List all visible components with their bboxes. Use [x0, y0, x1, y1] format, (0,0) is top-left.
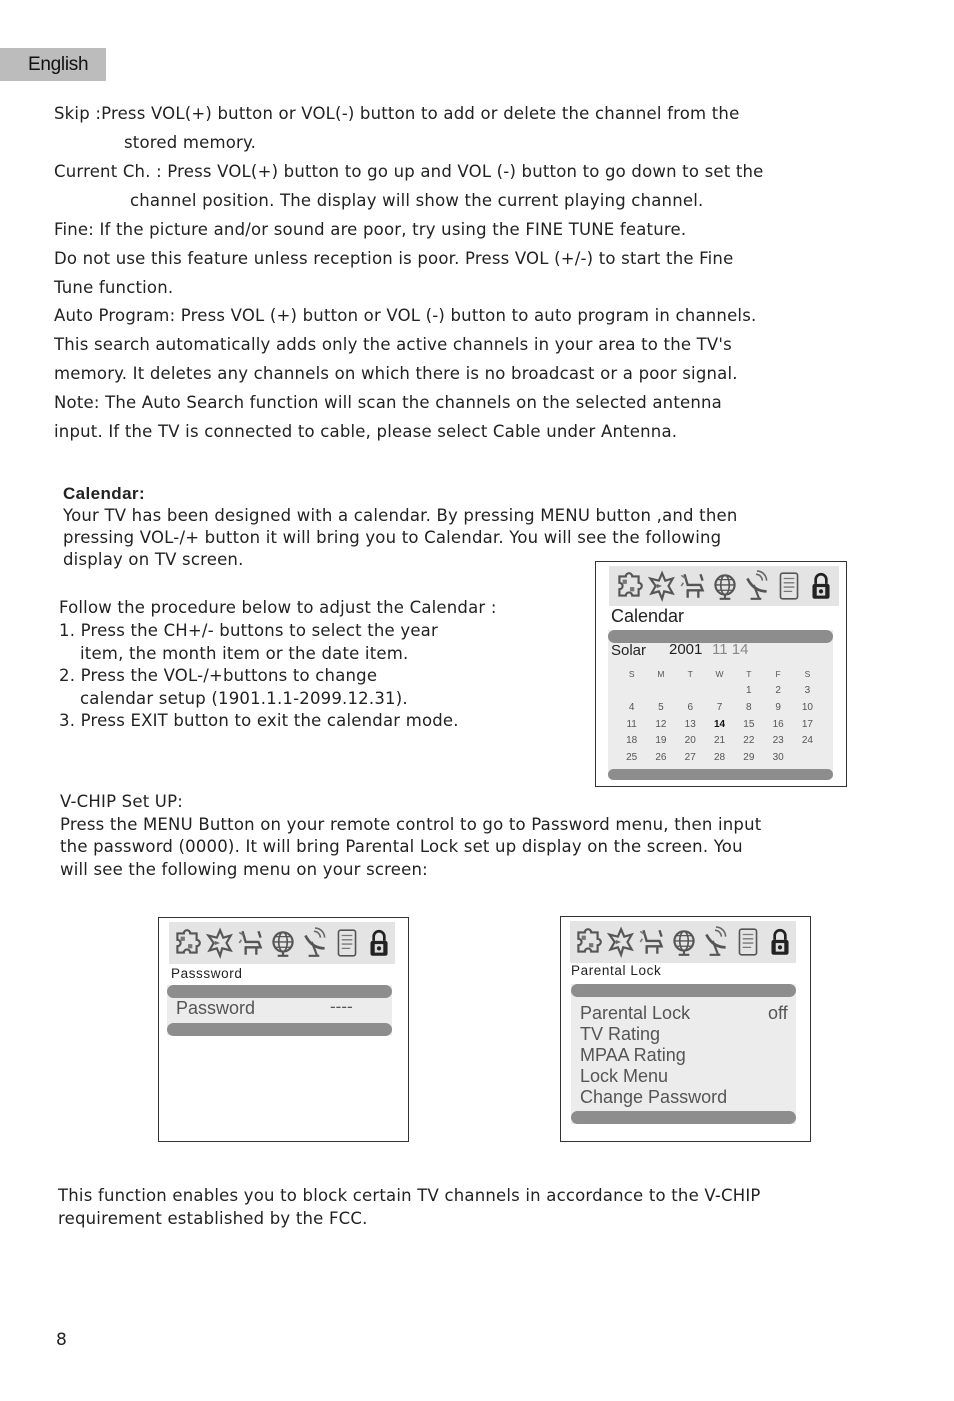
- calendar-day: 22: [743, 735, 755, 747]
- calendar-day: 23: [772, 735, 784, 747]
- footer-line: This function enables you to block certain TV channels in accordance to the V-CHIP: [58, 1186, 761, 1205]
- calendar-step: 3. Press EXIT button to exit the calendar mode.: [59, 711, 459, 730]
- calendar-step: item, the month item or the date item.: [80, 644, 409, 663]
- calendar-screen: [595, 561, 847, 787]
- footer-line: requirement established by the FCC.: [58, 1209, 368, 1228]
- intro-line: stored memory.: [124, 133, 257, 152]
- calendar-day: 16: [772, 718, 784, 730]
- calendar-day: 10: [801, 701, 813, 713]
- calendar-day: 15: [743, 718, 755, 730]
- parental-panel: [571, 984, 796, 1124]
- menu-item-parental-lock[interactable]: Parental Lock: [580, 1003, 691, 1023]
- weekday-label: W: [715, 669, 724, 680]
- calendar-day: 8: [746, 701, 752, 713]
- vchip-line: will see the following menu on your screen:: [60, 860, 428, 879]
- calendar-day: 29: [743, 751, 755, 763]
- calendar-step: 1. Press the CH+/- buttons to select the year: [59, 621, 438, 640]
- weekday-label: F: [775, 669, 781, 680]
- password-label: Password: [176, 998, 256, 1018]
- calendar-day: 21: [713, 735, 726, 747]
- calendar-day: 19: [655, 735, 667, 747]
- weekday-label: S: [804, 669, 811, 680]
- screen-title: Parental Lock: [571, 963, 662, 978]
- calendar-day: [617, 683, 646, 700]
- calendar-desc-line: display on TV screen.: [63, 550, 244, 569]
- chair-icon[interactable]: [235, 927, 267, 959]
- globe-icon[interactable]: [267, 927, 299, 959]
- puzzle-icon[interactable]: [613, 570, 645, 602]
- globe-icon[interactable]: [668, 926, 700, 958]
- parental-lock-screen: [560, 916, 811, 1142]
- star-burst-icon[interactable]: [604, 926, 636, 958]
- notepad-icon[interactable]: [331, 927, 363, 959]
- calendar-panel: [608, 630, 833, 778]
- calendar-day: [646, 683, 675, 700]
- calendar-day: 6: [687, 701, 694, 713]
- password-panel: [167, 985, 392, 1035]
- weekday-label: T: [746, 669, 752, 680]
- panel-top-bar: [571, 984, 796, 997]
- vchip-line: Press the MENU Button on your remote control to go to Password menu, then input: [60, 815, 762, 834]
- calendar-day: 1: [746, 685, 752, 697]
- calendar-heading: Calendar:: [63, 484, 146, 503]
- vchip-line: V-CHIP Set UP:: [60, 792, 183, 811]
- page-number: 8: [56, 1330, 67, 1350]
- menu-icon-bar: [609, 566, 839, 606]
- calendar-day: 24: [801, 735, 813, 747]
- calendar-day: 4: [628, 701, 635, 713]
- calendar-day: 18: [626, 735, 638, 747]
- weekday-label: T: [687, 669, 693, 680]
- panel-top-bar: [167, 985, 392, 998]
- lock-icon[interactable]: [363, 927, 395, 959]
- calendar-day: 26: [655, 751, 667, 763]
- calendar-day: 5: [658, 701, 664, 713]
- star-burst-icon[interactable]: [203, 927, 235, 959]
- calendar-grid: [617, 666, 822, 766]
- intro-line: Auto Program: Press VOL (+) button or VOL (-) button to auto program in channels.: [54, 306, 757, 325]
- chair-icon[interactable]: [636, 926, 668, 958]
- calendar-desc-line: Your TV has been designed with a calendar. By pressing MENU button ,and then: [63, 506, 738, 525]
- panel-bottom-bar: [571, 1111, 796, 1124]
- screen-title: Calendar: [611, 606, 685, 626]
- calendar-day: 3: [804, 685, 811, 697]
- calendar-day: 28: [713, 751, 726, 763]
- globe-icon[interactable]: [709, 570, 741, 602]
- menu-item-tv-rating[interactable]: TV Rating: [580, 1024, 661, 1044]
- calendar-month-day: 11 14: [712, 641, 749, 658]
- puzzle-icon[interactable]: [572, 926, 604, 958]
- intro-line: input. If the TV is connected to cable, please select Cable under Antenna.: [54, 422, 678, 441]
- panel-bottom-bar: [167, 1023, 392, 1036]
- calendar-step: 2. Press the VOL-/+buttons to change: [59, 666, 378, 685]
- calendar-day: 25: [626, 751, 638, 763]
- calendar-day: 30: [772, 751, 784, 763]
- calendar-day: 11: [626, 718, 637, 730]
- lock-icon[interactable]: [764, 926, 796, 958]
- intro-line: Current Ch. : Press VOL(+) button to go up and VOL (-) button to go down to set the: [54, 162, 764, 181]
- calendar-step: Follow the procedure below to adjust the Calendar :: [59, 598, 497, 617]
- lock-icon[interactable]: [805, 570, 837, 602]
- intro-line: Note: The Auto Search function will scan the channels on the selected antenna: [54, 393, 722, 412]
- menu-icon-bar: [570, 921, 796, 963]
- calendar-day: 20: [684, 735, 696, 747]
- vchip-line: the password (0000). It will bring Parental Lock set up display on the screen. You: [60, 837, 743, 856]
- intro-line: channel position. The display will show the current playing channel.: [130, 191, 704, 210]
- notepad-icon[interactable]: [732, 926, 764, 958]
- chair-icon[interactable]: [677, 570, 709, 602]
- intro-line: Skip :Press VOL(+) button or VOL(-) button to add or delete the channel from the: [54, 104, 740, 123]
- notepad-icon[interactable]: [773, 570, 805, 602]
- intro-line: Tune function.: [54, 278, 174, 297]
- calendar-day-selected: 14: [713, 718, 726, 730]
- intro-line: Do not use this feature unless reception is poor. Press VOL (+/-) to start the Fine: [54, 249, 734, 268]
- parental-lock-value[interactable]: off: [768, 1003, 788, 1023]
- calendar-day: 2: [775, 685, 781, 697]
- language-tab: English: [0, 48, 106, 81]
- weekday-label: M: [657, 669, 665, 680]
- intro-line: This search automatically adds only the active channels in your area to the TV's: [54, 335, 732, 354]
- menu-icon-bar: [169, 922, 395, 964]
- calendar-desc-line: pressing VOL-/+ button it will bring you to Calendar. You will see the following: [63, 528, 722, 547]
- calendar-day: 13: [684, 718, 696, 730]
- password-screen: [158, 917, 409, 1142]
- puzzle-icon[interactable]: [171, 927, 203, 959]
- satellite-dish-icon[interactable]: [741, 570, 773, 602]
- panel-bottom-bar: [608, 769, 833, 780]
- star-burst-icon[interactable]: [645, 570, 677, 602]
- calendar-day: 17: [801, 718, 813, 730]
- password-value[interactable]: ----: [330, 997, 353, 1016]
- menu-item-change-password[interactable]: Change Password: [580, 1087, 728, 1107]
- intro-line: Fine: If the picture and/or sound are poor, try using the FINE TUNE feature.: [54, 220, 687, 239]
- calendar-mode: Solar: [611, 642, 647, 659]
- menu-item-lock-menu[interactable]: Lock Menu: [580, 1066, 669, 1086]
- screen-title: Passsword: [171, 966, 243, 981]
- satellite-dish-icon[interactable]: [700, 926, 732, 958]
- calendar-day: 27: [684, 751, 696, 763]
- intro-line: memory. It deletes any channels on which there is no broadcast or a poor signal.: [54, 364, 738, 383]
- calendar-step: calendar setup (1901.1.1-2099.12.31).: [80, 689, 408, 708]
- calendar-year: 2001: [669, 641, 703, 658]
- calendar-day: 12: [655, 718, 667, 730]
- satellite-dish-icon[interactable]: [299, 927, 331, 959]
- calendar-day: [705, 683, 734, 700]
- calendar-day: [676, 683, 705, 700]
- calendar-day: 9: [775, 701, 781, 713]
- menu-item-mpaa-rating[interactable]: MPAA Rating: [580, 1045, 686, 1065]
- calendar-day: [793, 749, 822, 766]
- weekday-label: S: [628, 669, 635, 680]
- calendar-day: 7: [716, 701, 723, 713]
